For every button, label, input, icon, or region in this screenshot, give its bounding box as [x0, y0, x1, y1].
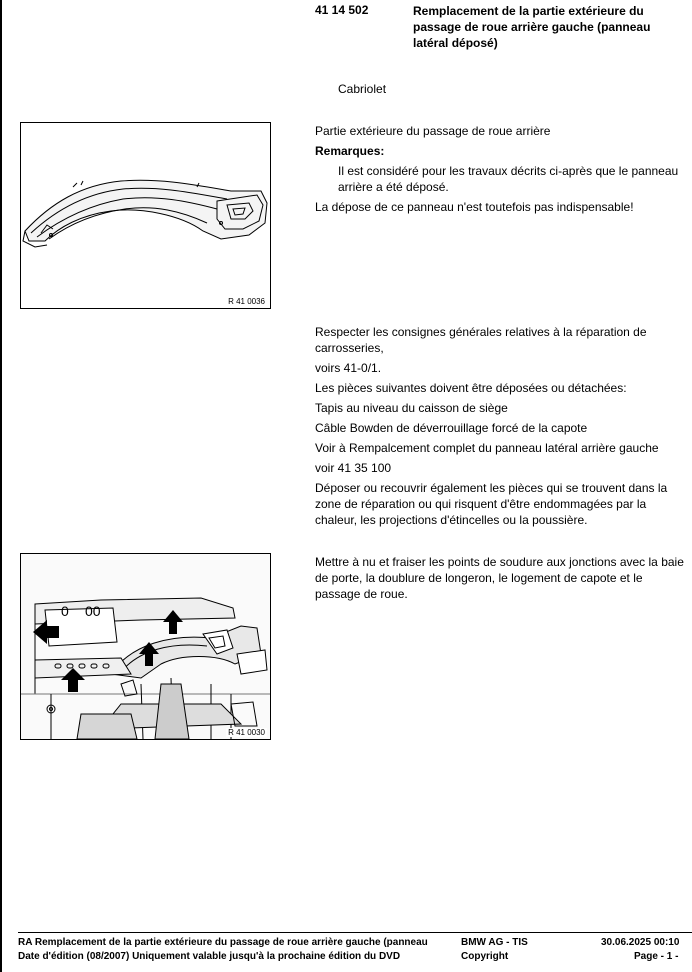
prep-line: Respecter les consignes générales relatives à la réparation de carrosseries, — [315, 325, 647, 355]
prep-line: Voir à Rempalcement complet du panneau latéral arrière gauche — [315, 441, 659, 455]
prep-line: Câble Bowden de déverrouillage forcé de la capote — [315, 421, 588, 435]
footer-date: 30.06.2025 00:10 — [601, 937, 680, 948]
prep-line: Tapis au niveau du caisson de siège — [315, 401, 508, 415]
note-text: La dépose de ce panneau n'est toutefois pas indispensable! — [315, 200, 634, 214]
intro-text: Partie extérieure du passage de roue arrière — [315, 124, 551, 138]
footer-divider — [18, 932, 692, 933]
weld-label-00: 00 — [85, 603, 101, 619]
page-left-border — [0, 0, 2, 972]
section-intro — [315, 123, 685, 219]
figure-wheel-arch — [20, 122, 271, 309]
figure-reference: R 41 0036 — [228, 297, 265, 306]
repair-code: 41 14 502 — [315, 3, 369, 17]
figure-spot-welds — [20, 553, 271, 740]
prep-line: voirs 41-0/1. — [315, 361, 382, 375]
footer-doc-title: RA Remplacement de la partie extérieure du passage de roue arrière gauche (panneau — [18, 937, 428, 948]
figure-reference: R 41 0030 — [228, 728, 265, 737]
section-spot-welds — [315, 554, 685, 606]
footer-publisher: BMW AG - TIS — [461, 937, 528, 948]
footer-copyright: Copyright — [461, 951, 509, 962]
remarks-heading: Remarques: — [315, 144, 385, 158]
page-title: Remplacement de la partie extérieure du passage de roue arrière gauche (panneau latéral déposé) — [413, 4, 651, 50]
footer-edition: Date d'édition (08/2007) Uniquement valable jusqu'à la prochaine édition du DVD — [18, 951, 401, 962]
prep-line: Les pièces suivantes doivent être déposées ou détachées: — [315, 381, 627, 395]
model-label: Cabriolet — [338, 82, 387, 96]
section-preparation — [315, 324, 685, 532]
spot-weld-text: Mettre à nu et fraiser les points de soudure aux jonctions avec la baie de porte, la doublure de longeron, le logement de capote et le passage de roue. — [315, 555, 684, 601]
prep-line: voir 41 35 100 — [315, 461, 392, 475]
wheel-arch-drawing — [21, 123, 270, 308]
footer-page-number: Page - 1 - — [634, 951, 679, 962]
body-structure-drawing — [21, 554, 270, 739]
remarks-text: Il est considéré pour les travaux décrits ci-après que le panneau arrière a été déposé. — [338, 164, 679, 194]
weld-label-0: 0 — [61, 603, 69, 619]
prep-line: Déposer ou recouvrir également les pièces qui se trouvent dans la zone de réparation ou qui risquent d'être endommagées par la chaleur, les projections d'étincelles ou la poussière. — [315, 481, 668, 527]
